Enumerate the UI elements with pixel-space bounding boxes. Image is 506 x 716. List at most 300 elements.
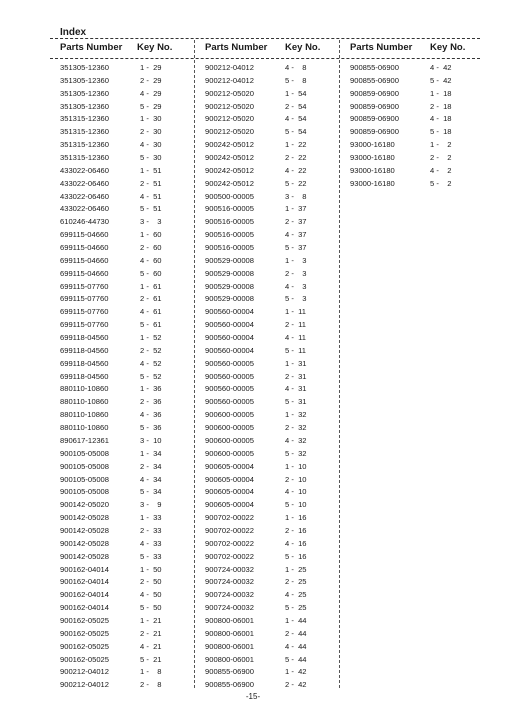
key-number: 5 - 8	[285, 75, 307, 85]
key-number: 1 - 25	[285, 564, 307, 574]
parts-number: 900600-00005	[205, 435, 254, 445]
index-row	[60, 216, 190, 229]
key-number: 1 - 8	[140, 667, 162, 677]
parts-number: 900800-06001	[205, 654, 254, 664]
index-row	[60, 293, 190, 306]
parts-number: 610246-44730	[60, 217, 109, 227]
column-1-parts-header: Parts Number	[60, 42, 123, 53]
index-row	[60, 551, 190, 564]
key-number: 2 - 21	[140, 628, 162, 638]
parts-number: 900242-05012	[205, 153, 254, 163]
parts-number: 351305-12360	[60, 101, 109, 111]
key-number: 4 - 30	[140, 140, 162, 150]
parts-number: 900516-00005	[205, 204, 254, 214]
key-number: 5 - 11	[285, 345, 306, 355]
parts-number: 900242-05012	[205, 165, 254, 175]
key-number: 1 - 54	[285, 88, 307, 98]
index-row	[60, 666, 190, 679]
index-row	[205, 499, 335, 512]
index-row	[205, 113, 335, 126]
index-row	[60, 126, 190, 139]
parts-number: 900855-06900	[205, 680, 254, 690]
parts-number: 900529-00008	[205, 281, 254, 291]
key-number: 2 - 8	[140, 680, 162, 690]
index-row	[205, 538, 335, 551]
parts-number: 93000-16180	[350, 178, 395, 188]
parts-number: 900142-05020	[60, 500, 109, 510]
key-number: 1 - 34	[140, 448, 162, 458]
index-row	[205, 679, 335, 692]
index-row	[60, 422, 190, 435]
parts-number: 699115-07760	[60, 307, 109, 317]
parts-number: 900605-00004	[205, 487, 254, 497]
index-row	[60, 191, 190, 204]
index-row	[350, 101, 480, 114]
key-number: 3 - 10	[140, 435, 162, 445]
index-row	[60, 358, 190, 371]
key-number: 1 - 32	[285, 410, 307, 420]
index-row	[205, 628, 335, 641]
index-row	[205, 525, 335, 538]
key-number: 2 - 25	[285, 577, 307, 587]
key-number: 4 - 8	[285, 63, 307, 72]
header-divider-top	[50, 38, 480, 39]
index-row	[60, 409, 190, 422]
key-number: 5 - 33	[140, 551, 162, 561]
parts-number: 900600-00005	[205, 423, 254, 433]
parts-number: 900702-00022	[205, 513, 254, 523]
parts-number: 900162-04014	[60, 603, 109, 613]
key-number: 4 - 44	[285, 641, 307, 651]
index-row	[205, 396, 335, 409]
parts-number: 433022-06460	[60, 204, 109, 214]
index-row	[205, 268, 335, 281]
index-row	[205, 306, 335, 319]
index-row	[60, 512, 190, 525]
key-number: 4 - 42	[430, 63, 452, 72]
key-number: 1 - 44	[285, 615, 307, 625]
parts-number: 900800-06001	[205, 615, 254, 625]
key-number: 5 - 29	[140, 101, 162, 111]
key-number: 2 - 61	[140, 294, 162, 304]
index-row	[205, 165, 335, 178]
index-row	[350, 75, 480, 88]
key-number: 4 - 36	[140, 410, 162, 420]
parts-number: 900560-00005	[205, 371, 254, 381]
key-number: 5 - 36	[140, 423, 162, 433]
parts-number: 900162-05025	[60, 641, 109, 651]
parts-number: 900724-00032	[205, 603, 254, 613]
index-row	[205, 448, 335, 461]
parts-number: 900242-05012	[205, 140, 254, 150]
index-row	[60, 88, 190, 101]
index-row	[205, 358, 335, 371]
parts-number: 900142-05028	[60, 525, 109, 535]
index-row	[350, 152, 480, 165]
key-number: 1 - 2	[430, 140, 452, 150]
parts-number: 900800-06001	[205, 628, 254, 638]
key-number: 5 - 32	[285, 448, 307, 458]
index-column-3	[350, 62, 480, 191]
index-row	[205, 126, 335, 139]
key-number: 4 - 51	[140, 191, 162, 201]
key-number: 5 - 51	[140, 204, 162, 214]
parts-number: 900560-00004	[205, 333, 254, 343]
index-row	[60, 281, 190, 294]
column-2-key-header: Key No.	[285, 42, 321, 53]
parts-number: 900162-05025	[60, 628, 109, 638]
key-number: 1 - 50	[140, 564, 162, 574]
parts-number: 900560-00004	[205, 320, 254, 330]
key-number: 2 - 32	[285, 423, 307, 433]
key-number: 1 - 61	[140, 281, 162, 291]
index-row	[60, 435, 190, 448]
key-number: 1 - 36	[140, 384, 162, 394]
index-row	[205, 576, 335, 589]
key-number: 5 - 44	[285, 654, 307, 664]
index-row	[60, 101, 190, 114]
parts-number: 351305-12360	[60, 75, 109, 85]
index-row	[205, 332, 335, 345]
key-number: 5 - 21	[140, 654, 162, 664]
parts-number: 900105-05008	[60, 474, 109, 484]
parts-number: 900162-05025	[60, 615, 109, 625]
index-row	[60, 589, 190, 602]
index-row	[350, 62, 480, 75]
key-number: 4 - 2	[430, 165, 452, 175]
parts-number: 900560-00004	[205, 307, 254, 317]
index-row	[60, 628, 190, 641]
parts-number: 900516-00005	[205, 217, 254, 227]
parts-number: 699118-04560	[60, 333, 109, 343]
key-number: 4 - 60	[140, 255, 162, 265]
key-number: 4 - 50	[140, 590, 162, 600]
key-number: 5 - 31	[285, 397, 307, 407]
index-row	[60, 525, 190, 538]
index-row	[205, 512, 335, 525]
parts-number: 900560-00005	[205, 397, 254, 407]
parts-number: 433022-06460	[60, 165, 109, 175]
parts-number: 900702-00022	[205, 551, 254, 561]
index-row	[205, 641, 335, 654]
column-1-key-header: Key No.	[137, 42, 173, 53]
parts-number: 900142-05028	[60, 513, 109, 523]
index-column-1	[60, 62, 190, 692]
parts-number: 900105-05008	[60, 461, 109, 471]
index-row	[60, 576, 190, 589]
index-row	[60, 319, 190, 332]
index-row	[205, 139, 335, 152]
key-number: 4 - 34	[140, 474, 162, 484]
key-number: 2 - 18	[430, 101, 452, 111]
parts-number: 699115-04660	[60, 230, 109, 240]
key-number: 1 - 52	[140, 333, 162, 343]
key-number: 4 - 16	[285, 538, 307, 548]
key-number: 4 - 11	[285, 333, 306, 343]
index-row	[60, 564, 190, 577]
key-number: 4 - 21	[140, 641, 162, 651]
index-row	[205, 191, 335, 204]
key-number: 1 - 31	[285, 358, 307, 368]
key-number: 5 - 3	[285, 294, 307, 304]
parts-number: 880110-10860	[60, 397, 109, 407]
index-row	[205, 62, 335, 75]
key-number: 5 - 42	[430, 75, 452, 85]
key-number: 3 - 3	[140, 217, 162, 227]
index-row	[205, 255, 335, 268]
index-row	[60, 345, 190, 358]
parts-number: 900212-05020	[205, 114, 254, 124]
index-row	[60, 679, 190, 692]
parts-number: 900212-04012	[205, 63, 254, 72]
parts-number: 900800-06001	[205, 641, 254, 651]
index-row	[350, 88, 480, 101]
parts-number: 900702-00022	[205, 538, 254, 548]
index-row	[60, 62, 190, 75]
index-row	[60, 306, 190, 319]
index-row	[205, 88, 335, 101]
index-row	[205, 371, 335, 384]
parts-number: 699118-04560	[60, 345, 109, 355]
index-row	[60, 229, 190, 242]
parts-number: 351315-12360	[60, 127, 109, 137]
parts-number: 93000-16180	[350, 165, 395, 175]
key-number: 3 - 9	[140, 500, 162, 510]
parts-number: 351305-12360	[60, 63, 109, 72]
key-number: 5 - 60	[140, 268, 162, 278]
header-divider-bottom	[50, 58, 480, 59]
key-number: 5 - 61	[140, 320, 162, 330]
key-number: 5 - 10	[285, 500, 307, 510]
parts-number: 900105-05008	[60, 448, 109, 458]
index-row	[350, 165, 480, 178]
index-row	[60, 113, 190, 126]
index-row	[60, 538, 190, 551]
key-number: 5 - 25	[285, 603, 307, 613]
parts-number: 900105-05008	[60, 487, 109, 497]
index-row	[205, 654, 335, 667]
parts-number: 699115-07760	[60, 320, 109, 330]
key-number: 2 - 42	[285, 680, 307, 690]
parts-number: 900212-05020	[205, 127, 254, 137]
index-row	[205, 216, 335, 229]
key-number: 2 - 33	[140, 525, 162, 535]
parts-number: 880110-10860	[60, 423, 109, 433]
index-row	[60, 255, 190, 268]
parts-number: 900859-06900	[350, 88, 399, 98]
key-number: 4 - 32	[285, 435, 307, 445]
parts-number: 900212-04012	[60, 680, 109, 690]
key-number: 1 - 10	[285, 461, 307, 471]
index-row	[205, 75, 335, 88]
index-row	[60, 615, 190, 628]
index-row	[60, 268, 190, 281]
key-number: 1 - 22	[285, 140, 307, 150]
key-number: 4 - 37	[285, 230, 307, 240]
parts-number: 900516-00005	[205, 230, 254, 240]
key-number: 2 - 29	[140, 75, 162, 85]
key-number: 4 - 10	[285, 487, 307, 497]
key-number: 2 - 44	[285, 628, 307, 638]
index-row	[60, 203, 190, 216]
index-row	[60, 396, 190, 409]
parts-number: 880110-10860	[60, 410, 109, 420]
parts-number: 900560-00004	[205, 345, 254, 355]
index-column-2	[205, 62, 335, 692]
parts-number: 900162-04014	[60, 590, 109, 600]
key-number: 2 - 54	[285, 101, 307, 111]
index-row	[60, 165, 190, 178]
key-number: 2 - 3	[285, 268, 307, 278]
parts-number: 900242-05012	[205, 178, 254, 188]
column-separator-1	[194, 40, 195, 688]
parts-number: 900855-06900	[350, 75, 399, 85]
key-number: 1 - 11	[285, 307, 306, 317]
key-number: 4 - 25	[285, 590, 307, 600]
index-row	[60, 178, 190, 191]
key-number: 1 - 37	[285, 204, 307, 214]
key-number: 2 - 60	[140, 243, 162, 253]
index-row	[205, 474, 335, 487]
parts-number: 900560-00005	[205, 358, 254, 368]
parts-number: 900529-00008	[205, 268, 254, 278]
index-row	[60, 499, 190, 512]
key-number: 4 - 29	[140, 88, 162, 98]
index-row	[350, 126, 480, 139]
parts-number: 900855-06900	[205, 667, 254, 677]
index-row	[205, 293, 335, 306]
key-number: 5 - 50	[140, 603, 162, 613]
parts-number: 900212-04012	[60, 667, 109, 677]
index-row	[205, 666, 335, 679]
key-number: 4 - 52	[140, 358, 162, 368]
parts-number: 699118-04560	[60, 358, 109, 368]
key-number: 2 - 51	[140, 178, 162, 188]
index-row	[60, 75, 190, 88]
key-number: 1 - 3	[285, 255, 307, 265]
index-row	[205, 564, 335, 577]
parts-number: 433022-06460	[60, 178, 109, 188]
key-number: 2 - 11	[285, 320, 306, 330]
parts-number: 699115-04660	[60, 268, 109, 278]
index-row	[60, 152, 190, 165]
index-row	[205, 152, 335, 165]
parts-number: 900212-05020	[205, 101, 254, 111]
key-number: 2 - 30	[140, 127, 162, 137]
key-number: 2 - 16	[285, 525, 307, 535]
key-number: 4 - 33	[140, 538, 162, 548]
key-number: 3 - 8	[285, 191, 307, 201]
parts-number: 900859-06900	[350, 114, 399, 124]
parts-number: 900212-04012	[205, 75, 254, 85]
parts-number: 699115-04660	[60, 243, 109, 253]
parts-number: 900724-00032	[205, 577, 254, 587]
index-row	[60, 641, 190, 654]
key-number: 4 - 18	[430, 114, 452, 124]
index-row	[205, 229, 335, 242]
key-number: 4 - 54	[285, 114, 307, 124]
index-row	[205, 178, 335, 191]
index-row	[60, 448, 190, 461]
key-number: 1 - 16	[285, 513, 307, 523]
parts-number: 890617-12361	[60, 435, 109, 445]
key-number: 4 - 61	[140, 307, 162, 317]
key-number: 5 - 34	[140, 487, 162, 497]
key-number: 5 - 30	[140, 153, 162, 163]
parts-number: 900162-04014	[60, 577, 109, 587]
parts-number: 699115-07760	[60, 281, 109, 291]
index-row	[60, 139, 190, 152]
parts-number: 900142-05028	[60, 538, 109, 548]
parts-number: 433022-06460	[60, 191, 109, 201]
index-row	[60, 474, 190, 487]
index-row	[60, 461, 190, 474]
parts-number: 900855-06900	[350, 63, 399, 72]
index-row	[205, 422, 335, 435]
column-3-key-header: Key No.	[430, 42, 466, 53]
parts-number: 900605-00004	[205, 500, 254, 510]
parts-number: 900600-00005	[205, 448, 254, 458]
page-number: -15-	[245, 692, 261, 701]
key-number: 1 - 33	[140, 513, 162, 523]
index-row	[350, 113, 480, 126]
key-number: 5 - 16	[285, 551, 307, 561]
index-row	[205, 589, 335, 602]
index-row	[205, 409, 335, 422]
parts-number: 699115-04660	[60, 255, 109, 265]
index-row	[205, 101, 335, 114]
key-number: 2 - 22	[285, 153, 307, 163]
key-number: 1 - 51	[140, 165, 162, 175]
parts-number: 900529-00008	[205, 294, 254, 304]
parts-number: 351315-12360	[60, 114, 109, 124]
index-row	[205, 203, 335, 216]
parts-number: 699115-07760	[60, 294, 109, 304]
parts-number: 900702-00022	[205, 525, 254, 535]
parts-number: 900142-05028	[60, 551, 109, 561]
index-row	[205, 319, 335, 332]
parts-number: 900605-00004	[205, 474, 254, 484]
key-number: 4 - 31	[285, 384, 307, 394]
key-number: 2 - 37	[285, 217, 307, 227]
column-3-parts-header: Parts Number	[350, 42, 413, 53]
parts-number: 900600-00005	[205, 410, 254, 420]
index-row	[60, 486, 190, 499]
key-number: 2 - 50	[140, 577, 162, 587]
parts-number: 900605-00004	[205, 461, 254, 471]
parts-number: 900212-05020	[205, 88, 254, 98]
index-row	[205, 242, 335, 255]
column-separator-2	[339, 40, 340, 688]
key-number: 1 - 21	[140, 615, 162, 625]
key-number: 2 - 31	[285, 371, 307, 381]
parts-number: 699118-04560	[60, 371, 109, 381]
column-2-parts-header: Parts Number	[205, 42, 268, 53]
parts-number: 900560-00005	[205, 384, 254, 394]
index-row	[60, 383, 190, 396]
index-row	[60, 242, 190, 255]
parts-number: 900500-00005	[205, 191, 254, 201]
parts-number: 93000-16180	[350, 153, 395, 163]
parts-number: 351315-12360	[60, 140, 109, 150]
index-row	[205, 602, 335, 615]
key-number: 1 - 42	[285, 667, 307, 677]
index-row	[350, 178, 480, 191]
index-row	[350, 139, 480, 152]
index-row	[205, 281, 335, 294]
index-row	[205, 345, 335, 358]
index-row	[60, 371, 190, 384]
